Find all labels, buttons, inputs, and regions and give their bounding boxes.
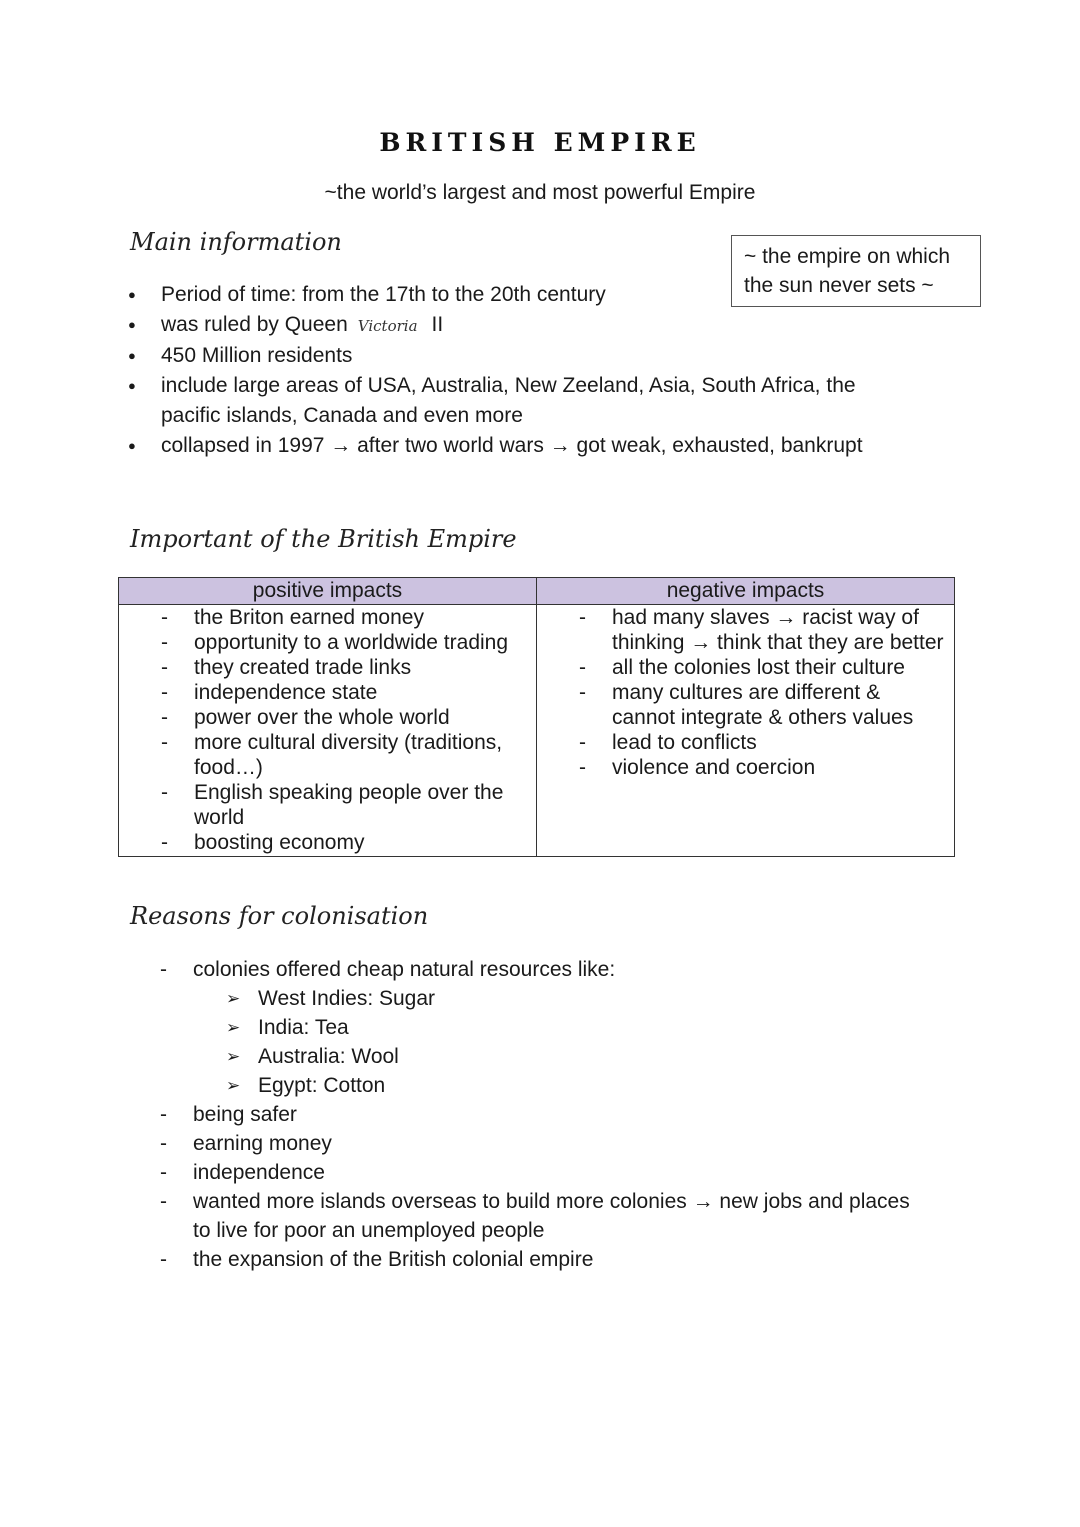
- list-item: [128, 955, 948, 1100]
- list-item: [226, 1042, 948, 1071]
- collapse-text: collapsed in 1997 → after two world wars → got weak, exhausted, bankrupt: [161, 434, 863, 457]
- negative-impacts-list: [537, 605, 954, 780]
- ruler-suffix-text: II: [431, 313, 444, 336]
- reasons-heading: Reasons for colonisation: [130, 902, 429, 930]
- quote-line-1: ~ the empire on which: [744, 245, 951, 268]
- period-text: Period of time: from the 17th to the 20th century: [161, 283, 606, 306]
- negative-impacts-cell: [537, 605, 955, 857]
- list-item: - boosting economy: [119, 830, 536, 855]
- reasons-section: [128, 955, 948, 1274]
- list-item: [226, 984, 948, 1013]
- list-item: [226, 1013, 948, 1042]
- arrow-bullet-icon: ➢: [226, 1047, 241, 1066]
- list-item: - English speaking people over the world: [119, 780, 536, 830]
- list-item: - all the colonies lost their culture: [537, 655, 954, 680]
- arrow-bullet-icon: ➢: [226, 989, 241, 1008]
- list-item: - independence: [128, 1158, 948, 1187]
- list-item: - had many slaves → racist way of thinking → think that they are better: [537, 605, 954, 655]
- list-item: - earning money: [128, 1129, 948, 1158]
- list-item-period: [128, 280, 928, 310]
- list-item: - more cultural diversity (traditions, food…): [119, 730, 536, 780]
- impacts-table: [118, 577, 955, 857]
- resource-text: India: Tea: [258, 1016, 349, 1039]
- list-item: - violence and coercion: [537, 755, 954, 780]
- resource-text: Egypt: Cotton: [258, 1074, 386, 1097]
- resources-list: [193, 984, 948, 1100]
- positive-impacts-header: positive impacts: [119, 578, 537, 605]
- reasons-list: [128, 955, 948, 1274]
- list-item-areas: [128, 371, 928, 431]
- residents-text: 450 Million residents: [161, 344, 353, 367]
- list-item-collapse: [128, 431, 928, 461]
- arrow-bullet-icon: ➢: [226, 1076, 241, 1095]
- main-information-list: [128, 280, 928, 461]
- page-subtitle: ~the world’s largest and most powerful Empire: [324, 181, 756, 204]
- quote-line-2: the sun never sets ~: [744, 274, 934, 297]
- list-item-ruler: [128, 310, 928, 341]
- list-item: - opportunity to a worldwide trading: [119, 630, 536, 655]
- list-item: - the expansion of the British colonial empire: [128, 1245, 948, 1274]
- list-item: - independence state: [119, 680, 536, 705]
- negative-impacts-header: negative impacts: [537, 578, 955, 605]
- areas-text-line-1: include large areas of USA, Australia, New Zeeland, Asia, South Africa, the: [161, 374, 856, 397]
- reason-text-line-2: to live for poor an unemployed people: [193, 1219, 545, 1242]
- list-item: - the Briton earned money: [119, 605, 536, 630]
- resource-text: West Indies: Sugar: [258, 987, 436, 1010]
- list-item: - many cultures are different & cannot integrate & others values: [537, 680, 954, 730]
- positive-impacts-cell: [119, 605, 537, 857]
- areas-text-line-2: pacific islands, Canada and even more: [161, 404, 523, 427]
- ruler-prefix-text: was ruled by Queen: [161, 313, 348, 336]
- positive-impacts-list: [119, 605, 536, 855]
- main-information-heading: Main information: [130, 228, 342, 256]
- list-item: - being safer: [128, 1100, 948, 1129]
- page-title: BRITISH EMPIRE: [379, 128, 701, 157]
- reason-resources-text: colonies offered cheap natural resources like:: [193, 958, 616, 981]
- resource-text: Australia: Wool: [258, 1045, 399, 1068]
- list-item-residents: [128, 341, 928, 371]
- important-heading: Important of the British Empire: [130, 525, 517, 553]
- list-item: - they created trade links: [119, 655, 536, 680]
- reason-text-line-1: wanted more islands overseas to build more colonies → new jobs and places: [193, 1190, 910, 1213]
- list-item: - lead to conflicts: [537, 730, 954, 755]
- arrow-bullet-icon: ➢: [226, 1018, 241, 1037]
- list-item: [128, 1187, 948, 1245]
- list-item: - power over the whole world: [119, 705, 536, 730]
- handwritten-victoria: Victoria: [357, 317, 418, 335]
- list-item: [226, 1071, 948, 1100]
